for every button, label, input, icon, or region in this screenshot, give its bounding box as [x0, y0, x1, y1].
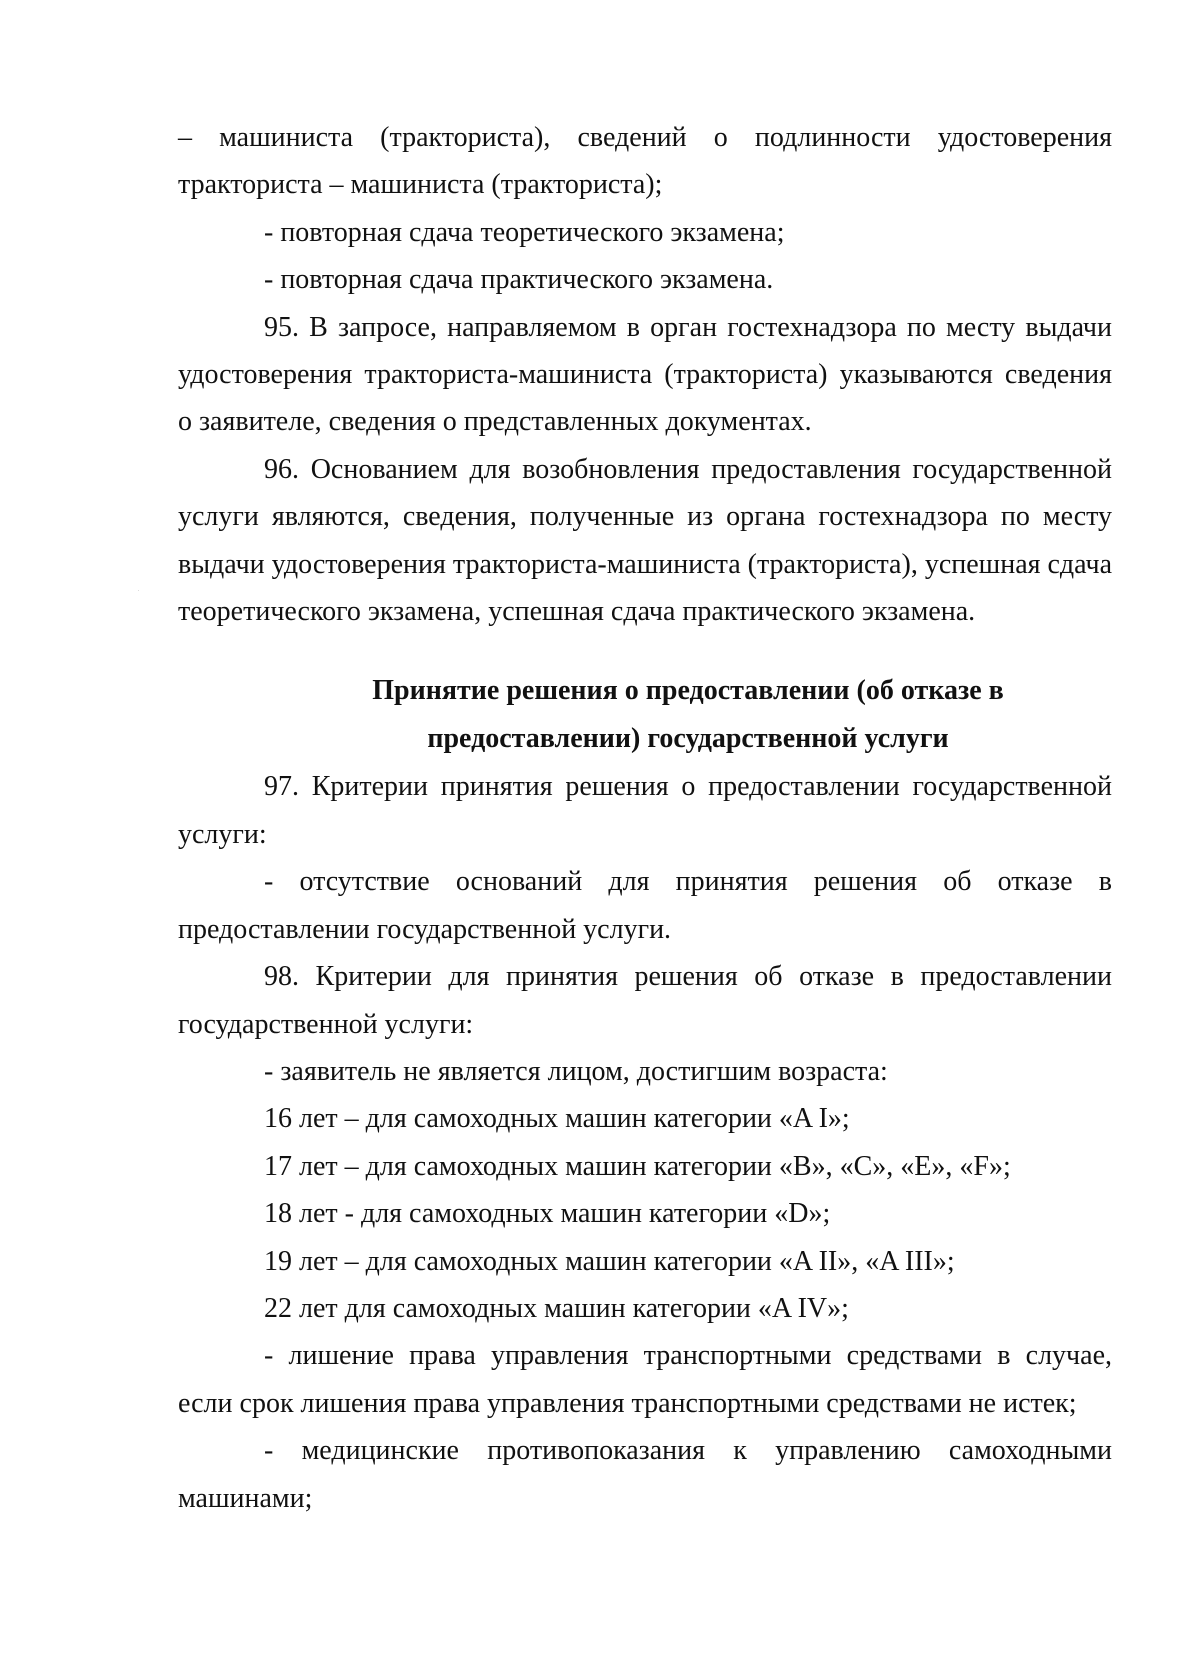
paragraph-98-item-18: 18 лет - для самоходных машин категории «D»;: [264, 1198, 831, 1230]
paragraph-98-item-license: - лишение права управления транспортными средствами в случае, если срок лишения права управления транспортными средствами не истек;: [178, 1340, 1112, 1419]
paragraph-98-item-16: 16 лет – для самоходных машин категории «A I»;: [264, 1103, 850, 1135]
scan-speck: [138, 590, 139, 591]
list-item-practice-retake: - повторная сдача практического экзамена.: [264, 264, 774, 296]
list-item-theory-retake: - повторная сдача теоретического экзамена;: [264, 216, 785, 248]
continuation-paragraph: – машиниста (тракториста), сведений о подлинности удостоверения тракториста – машиниста (тракториста);: [178, 122, 1112, 201]
paragraph-97-item: - отсутствие оснований для принятия решения об отказе в предоставлении государственной услуги.: [178, 866, 1112, 945]
paragraph-98-item-22: 22 лет для самоходных машин категории «A IV»;: [264, 1292, 849, 1324]
paragraph-98-item-19: 19 лет – для самоходных машин категории «A II», «A III»;: [264, 1245, 955, 1277]
paragraph-98-item-age: - заявитель не является лицом, достигшим возраста:: [264, 1055, 888, 1087]
paragraph-97: 97. Критерии принятия решения о предоставлении государственной услуги:: [178, 771, 1112, 850]
paragraph-98-item-17: 17 лет – для самоходных машин категории «B», «C», «E», «F»;: [264, 1150, 1011, 1182]
document-body: [178, 114, 1112, 1522]
paragraph-98-item-medical: - медицинские противопоказания к управлению самоходными машинами;: [178, 1435, 1112, 1514]
section-heading-line-1: Принятие решения о предоставлении (об отказе в: [372, 675, 1004, 707]
section-heading: [178, 667, 1112, 763]
paragraph-95: 95. В запросе, направляемом в орган гостехнадзора по месту выдачи удостоверения тракториста-машиниста (тракториста) указываются сведения о заявителе, сведения о представленных документах.: [178, 311, 1112, 438]
paragraph-98: 98. Критерии для принятия решения об отказе в предоставлении государственной услуги:: [178, 961, 1112, 1040]
paragraph-96: 96. Основанием для возобновления предоставления государственной услуги являются, сведения, полученные из органа гостехнадзора по месту выдачи удостоверения тракториста-машиниста (тракториста), успешная сдача теоретического экзамена, успешная сдача практического экзамена.: [178, 453, 1112, 628]
section-heading-line-2: предоставлении) государственной услуги: [427, 723, 949, 755]
